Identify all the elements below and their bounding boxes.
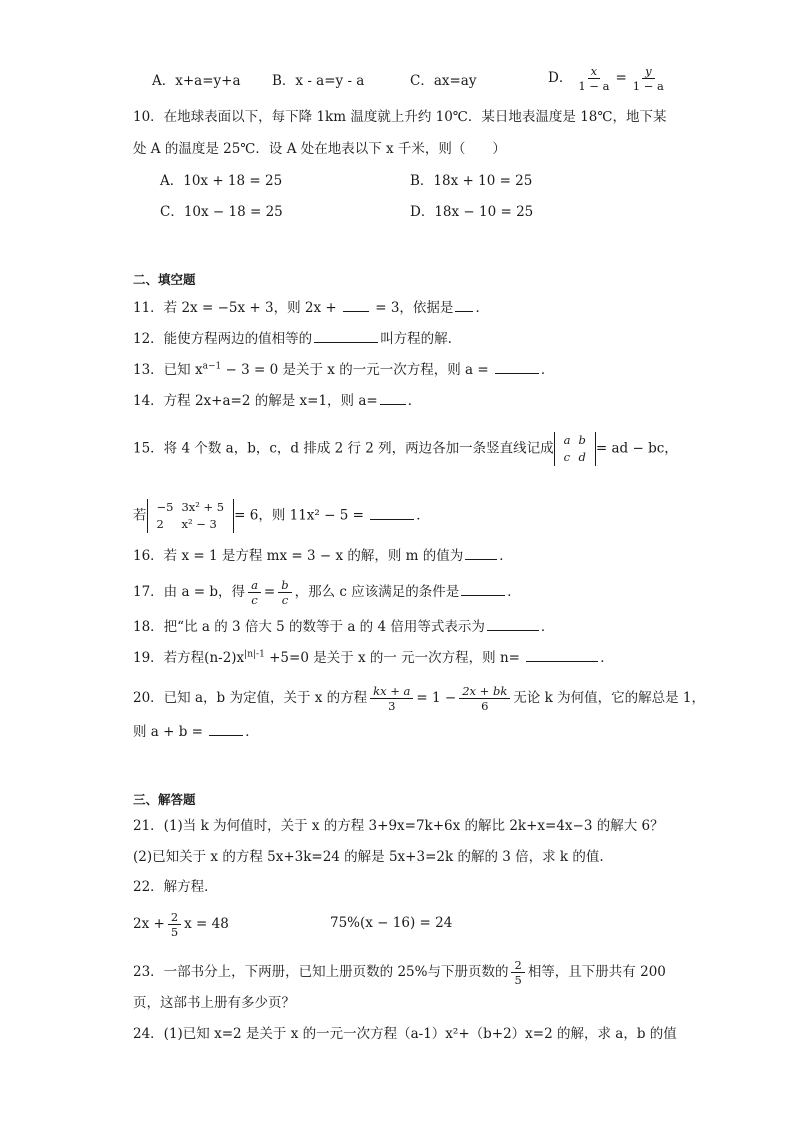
fraction-numerator: 2x + bk	[459, 684, 510, 699]
q11	[133, 298, 489, 317]
fraction-denominator: c	[251, 593, 258, 607]
fraction-denominator: 1 − a	[632, 79, 664, 93]
q15-line2-mid: = 6，则 11x² − 5 =	[234, 507, 369, 524]
q17	[133, 578, 521, 607]
q15-blank[interactable]	[370, 506, 414, 520]
q14	[133, 391, 421, 410]
q19-blank[interactable]	[526, 648, 598, 662]
q9-option-d-label: D．	[548, 70, 573, 86]
fraction-denominator: c	[281, 593, 289, 607]
q10-option-c: C．10x − 18 = 25	[160, 204, 283, 220]
fraction-numerator: y	[642, 64, 655, 79]
q10-stem-line2: 处 A 的温度是 25℃．设 A 处在地表以下 x 千米，则（ ）	[133, 141, 506, 157]
q18-text-end: ．	[540, 619, 555, 635]
q9-option-d	[548, 64, 670, 93]
q9-option-b: B．x - a=y - a	[272, 73, 365, 89]
fraction-denominator: 1 − a	[578, 79, 610, 93]
equals-sign: =	[615, 70, 627, 86]
q22-eq1-post: x = 48	[184, 916, 229, 932]
q20-fraction-left	[370, 684, 413, 713]
q11-blank-1[interactable]	[343, 298, 369, 312]
q23-text-pre: 23．一部书分上，下两册，已知上册页数的 25%与下册页数的	[133, 964, 509, 980]
q9-option-d-lhs-fraction	[575, 64, 612, 93]
q11-text-mid: = 3，依据是	[370, 300, 454, 316]
q22-eq1-fraction	[168, 910, 181, 939]
q19	[133, 648, 614, 667]
equals-sign: =	[263, 584, 276, 600]
q9-option-c: C．ax=ay	[410, 73, 477, 89]
fraction-numerator: x	[588, 64, 601, 79]
det-cell-m11: −5	[156, 500, 174, 514]
q17-blank[interactable]	[461, 582, 505, 596]
q16	[133, 546, 513, 565]
q23-line1	[133, 958, 666, 987]
section-fill-in-title: 二、填空题	[133, 272, 196, 287]
section-solve-title: 三、解答题	[133, 792, 196, 807]
fraction-numerator: kx + a	[370, 684, 413, 699]
det-cell-d: d	[578, 450, 586, 464]
q11-blank-2[interactable]	[455, 298, 473, 312]
fraction-denominator: 3	[388, 699, 396, 713]
q20-line1	[133, 684, 705, 713]
q14-text-pre: 14．方程 2x+a=2 的解是 x=1，则 a=	[133, 393, 378, 409]
q21-line2: (2)已知关于 x 的方程 5x+3k=24 的解是 5x+3=2k 的解的 3 倍，求 k 的值.	[133, 849, 604, 865]
q13	[133, 360, 554, 379]
q22-equation-2: 75%(x − 16) = 24	[330, 915, 453, 931]
q20-text-pre: 20．已知 a，b 为定值，关于 x 的方程	[133, 690, 368, 706]
q17-fraction-a-over-c	[248, 578, 261, 607]
fraction-denominator: 5	[170, 925, 179, 939]
q19-text-end: ．	[600, 650, 614, 666]
q23-fraction	[511, 958, 524, 987]
q17-text-mid: ，那么 c 应该满足的条件是	[294, 584, 460, 600]
q16-text-end: ．	[499, 548, 513, 564]
q23-line2: 页，这部书上册有多少页？	[133, 995, 295, 1011]
q23-text-post: 相等，且下册共有 200	[527, 964, 666, 980]
det-cell-m22: x² − 3	[181, 517, 217, 531]
q11-text-pre: 11．若 2x = −5x + 3，则 2x +	[133, 300, 341, 316]
det-cell-a: a	[563, 433, 571, 447]
q10-option-d: D．18x − 10 = 25	[410, 204, 534, 220]
q18-text-pre: 18．把“比 a 的 3 倍大 5 的数等于 a 的 4 倍用等式表示为	[133, 619, 485, 635]
q20-blank[interactable]	[209, 722, 243, 736]
q12-text-pre: 12．能使方程两边的值相等的	[133, 331, 313, 347]
q15-text-post: = ad − bc，	[595, 440, 678, 457]
det-cell-m12: 3x² + 5	[181, 500, 225, 514]
q15-line2	[133, 499, 430, 533]
q22-eq1-pre: 2x +	[133, 916, 165, 932]
q14-blank[interactable]	[380, 391, 406, 405]
q17-text-end: ．	[507, 584, 521, 600]
q20-line2-pre: 则 a + b =	[133, 724, 208, 740]
q14-text-end: ．	[407, 393, 422, 409]
q11-text-end: ．	[475, 300, 489, 316]
fraction-numerator: a	[248, 578, 261, 593]
q10-stem-line1: 10．在地球表面以下，每下降 1km 温度就上升约 10℃．某日地表温度是 18℃，地下某	[133, 109, 667, 125]
q17-text-pre: 17．由 a = b，得	[133, 584, 246, 600]
q15-line2-end: ．	[416, 507, 430, 524]
q9-option-a: A．x+a=y+a	[152, 73, 241, 89]
q13-exponent: a−1	[202, 361, 222, 372]
q18	[133, 617, 554, 636]
q22-equation-1	[133, 910, 229, 939]
fraction-numerator: 2	[168, 910, 181, 925]
q10-option-a: A．10x + 18 = 25	[160, 173, 283, 189]
det-cell-m21: 2	[156, 517, 164, 531]
q22-title: 22．解方程．	[133, 879, 218, 895]
q13-text-pre: 13．已知 x	[133, 362, 203, 378]
q13-text-end: ．	[540, 362, 555, 378]
q12	[133, 329, 452, 348]
fraction-denominator: 5	[514, 973, 522, 987]
q19-text-pre: 19．若方程(n-2)x	[133, 650, 245, 666]
q20-line2	[133, 722, 259, 741]
q19-exponent: |n|-1	[244, 649, 265, 660]
q16-text-pre: 16．若 x = 1 是方程 mx = 3 − x 的解，则 m 的值为	[133, 548, 464, 564]
q15-determinant-given	[147, 499, 235, 533]
q16-blank[interactable]	[465, 546, 497, 560]
q20-line2-end: ．	[245, 724, 259, 740]
det-cell-b: b	[578, 433, 586, 447]
q21-line1: 21．(1)当 k 为何值时，关于 x 的方程 3+9x=7k+6x 的解比 2k+x=4x−3 的解大 6？	[133, 818, 664, 834]
q15-line2-pre: 若	[133, 507, 147, 524]
q15-determinant-definition	[554, 432, 596, 466]
q13-text-mid: − 3 = 0 是关于 x 的一元一次方程，则 a =	[221, 362, 493, 378]
fraction-numerator: b	[278, 578, 291, 593]
q24-line1: 24．(1)已知 x=2 是关于 x 的一元一次方程（a-1）x²+（b+2）x=2 的解，求 a，b 的值	[133, 1026, 677, 1042]
fraction-denominator: 6	[481, 699, 489, 713]
q9-option-d-rhs-fraction	[630, 64, 667, 93]
q20-text-post: 无论 k 为何值，它的解总是 1，	[513, 690, 705, 706]
det-cell-c: c	[563, 450, 571, 464]
q20-fraction-right	[459, 684, 510, 713]
q13-blank[interactable]	[495, 360, 539, 374]
q10-option-b: B．18x + 10 = 25	[410, 173, 533, 189]
q18-blank[interactable]	[487, 617, 539, 631]
q19-text-mid: +5=0 是关于 x 的一 元一次方程，则 n=	[264, 650, 525, 666]
q12-text-end: 叫方程的解.	[380, 331, 452, 347]
q15-line1	[133, 432, 678, 466]
q15-text-pre: 15．将 4 个数 a，b，c，d 排成 2 行 2 列，两边各加一条竖直线记成	[133, 440, 554, 457]
fraction-numerator: 2	[511, 958, 524, 973]
q20-text-mid: = 1 −	[416, 690, 457, 706]
q17-fraction-b-over-c	[278, 578, 291, 607]
q12-blank[interactable]	[314, 329, 378, 343]
